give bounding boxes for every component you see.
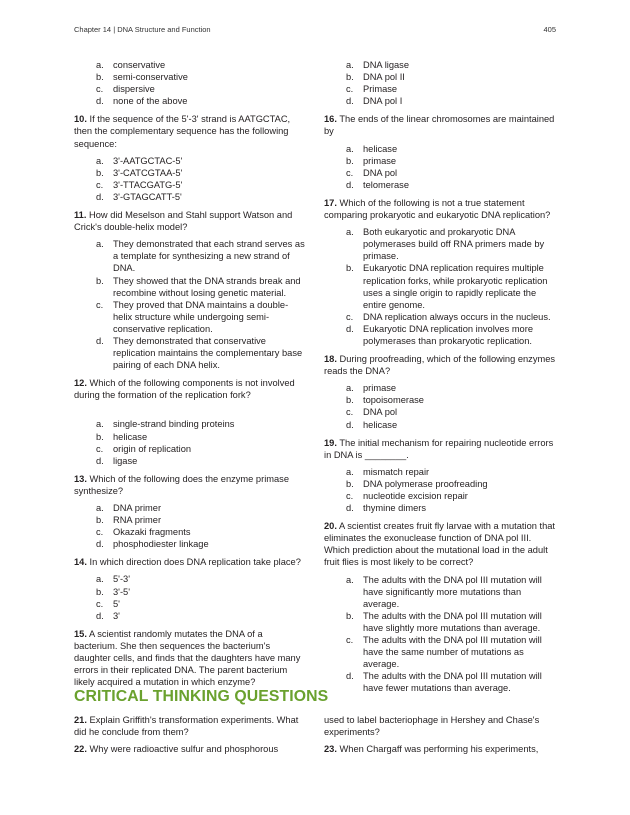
q17-options bbox=[324, 226, 556, 347]
chapter-title: Chapter 14 | DNA Structure and Function bbox=[74, 25, 211, 34]
question-22-continued: used to label bacteriophage in Hershey and Chase's experiments? bbox=[324, 715, 540, 738]
option-item: d. They demonstrated that conservative replication maintains the complementary base pairing of each DNA helix. bbox=[96, 335, 303, 371]
option-item: d. none of the above bbox=[96, 96, 188, 107]
question-23: 23. When Chargaff was performing his experiments, bbox=[324, 744, 539, 755]
option-item: a. 5'-3' bbox=[96, 574, 130, 585]
option-item: d. 3'-GTAGCATT-5' bbox=[96, 191, 182, 202]
critical-right-column bbox=[324, 714, 556, 760]
question-12: 12. Which of the following components is not involved during the formation of the replication fork? bbox=[74, 378, 295, 401]
option-item: a. 3'-AATGCTAC-5' bbox=[96, 155, 183, 166]
option-item: b. RNA primer bbox=[96, 515, 162, 526]
option-item: b. helicase bbox=[96, 431, 148, 442]
option-item: d. Eukaryotic DNA replication involves more polymerases than prokaryotic replication. bbox=[346, 323, 533, 346]
option-item: d. The adults with the DNA pol III mutation will have fewer mutations than average. bbox=[346, 671, 542, 694]
question-14: 14. In which direction does DNA replication take place? bbox=[74, 557, 301, 568]
page-number: 405 bbox=[543, 25, 556, 34]
option-item: d. phosphodiester linkage bbox=[96, 539, 209, 550]
option-item: c. origin of replication bbox=[96, 443, 192, 454]
option-item: a. They demonstrated that each strand serves as a template for synthesizing a new strand of DNA. bbox=[96, 239, 305, 274]
option-item: b. topoisomerase bbox=[346, 395, 424, 406]
option-item: b. They showed that the DNA strands break and recombine without losing genetic material. bbox=[96, 275, 301, 298]
option-item: c. Okazaki fragments bbox=[96, 527, 191, 538]
q10-options bbox=[74, 155, 306, 203]
spacer bbox=[74, 406, 306, 418]
option-item: b. Eukaryotic DNA replication requires multiple replication forks, while prokaryotic replication uses a single origin to rapidly replicate the entire genome. bbox=[346, 263, 548, 310]
question-13: 13. Which of the following does the enzyme primase synthesize? bbox=[74, 473, 289, 496]
question-20: 20. A scientist creates fruit fly larvae with a mutation that eliminates the exonuclease function of DNA pol III. Which prediction about the mutational load in the adult fruit flies is most likely to be correct? bbox=[324, 521, 556, 568]
option-item: a. DNA ligase bbox=[346, 60, 409, 70]
option-item: a. conservative bbox=[96, 60, 166, 70]
option-item: a. primase bbox=[346, 383, 397, 394]
option-item: d. DNA pol I bbox=[346, 96, 403, 107]
option-item: c. DNA pol bbox=[346, 407, 398, 418]
option-item: a. single-strand binding proteins bbox=[96, 419, 235, 430]
q12-options bbox=[74, 418, 306, 466]
option-item: d. ligase bbox=[96, 455, 138, 466]
left-column bbox=[74, 59, 306, 693]
option-item: a. Both eukaryotic and prokaryotic DNA polymerases build off RNA primers made by primase. bbox=[346, 227, 545, 262]
option-item: c. DNA pol bbox=[346, 167, 398, 178]
question-16: 16. The ends of the linear chromosomes are maintained by bbox=[324, 114, 555, 137]
q20-options bbox=[324, 574, 556, 695]
question-17: 17. Which of the following is not a true statement comparing prokaryotic and eukaryotic DNA replication? bbox=[324, 197, 551, 221]
q13-options bbox=[74, 502, 306, 550]
option-item: d. helicase bbox=[346, 419, 398, 430]
option-item: a. helicase bbox=[346, 143, 398, 154]
option-item: d. thymine dimers bbox=[346, 503, 427, 514]
running-header bbox=[74, 25, 556, 37]
option-item: c. The adults with the DNA pol III mutation will have the same number of mutations as average. bbox=[346, 635, 542, 670]
option-item: b. 3'-5' bbox=[96, 586, 130, 597]
option-item: a. mismatch repair bbox=[346, 466, 430, 477]
question-15: 15. A scientist randomly mutates the DNA of a bacterium. She then sequences the bacterium's daughter cells, and finds that the daughters have many errors in their replicated DNA. The parent bacterium likely acquired a mutation in which enzyme? bbox=[74, 628, 301, 688]
q18-options bbox=[324, 382, 556, 430]
question-11: 11. How did Meselson and Stahl support Watson and Crick's double-helix model? bbox=[74, 210, 293, 233]
question-22: 22. Why were radioactive sulfur and phosphorous bbox=[74, 744, 279, 755]
question-10: 10. If the sequence of the 5'-3' strand is AATGCTAC, then the complementary sequence has the following sequence: bbox=[74, 114, 291, 149]
q14-options bbox=[74, 573, 306, 621]
option-item: b. primase bbox=[346, 155, 397, 166]
section-heading-critical-thinking: CRITICAL THINKING QUESTIONS bbox=[74, 688, 329, 705]
question-19: 19. The initial mechanism for repairing nucleotide errors in DNA is ________. bbox=[324, 437, 554, 460]
q16-options bbox=[324, 143, 556, 191]
q11-options bbox=[74, 238, 306, 371]
question-18: 18. During proofreading, which of the following enzymes reads the DNA? bbox=[324, 354, 556, 377]
option-item: c. nucleotide excision repair bbox=[346, 491, 468, 501]
option-item: c. 3'-TTACGATG-5' bbox=[96, 179, 183, 190]
question-21: 21. Explain Griffith's transformation experiments. What did he conclude from them? bbox=[74, 715, 299, 738]
critical-left-column bbox=[74, 714, 306, 760]
option-item: d. telomerase bbox=[346, 179, 409, 190]
option-item: b. DNA pol II bbox=[346, 72, 405, 83]
right-column bbox=[324, 59, 556, 701]
option-item: a. The adults with the DNA pol III mutation will have significantly more mutations than average. bbox=[346, 574, 542, 609]
option-item: c. Primase bbox=[346, 84, 398, 95]
option-item: d. 3' bbox=[96, 610, 120, 621]
option-item: c. They proved that DNA maintains a double-helix structure while undergoing semi-conservative replication. bbox=[96, 299, 289, 334]
option-item: b. The adults with the DNA pol III mutation will have slightly more mutations than average. bbox=[346, 610, 542, 633]
q9-options bbox=[74, 59, 306, 107]
option-item: c. 5' bbox=[96, 598, 120, 609]
option-item: b. semi-conservative bbox=[96, 72, 188, 83]
option-item: b. DNA polymerase proofreading bbox=[346, 478, 488, 489]
option-item: a. DNA primer bbox=[96, 503, 162, 513]
option-item: c. DNA replication always occurs in the nucleus. bbox=[346, 311, 551, 322]
q15-options bbox=[324, 59, 556, 107]
option-item: c. dispersive bbox=[96, 84, 155, 95]
q19-options bbox=[324, 466, 556, 514]
option-item: b. 3'-CATCGTAA-5' bbox=[96, 167, 183, 178]
